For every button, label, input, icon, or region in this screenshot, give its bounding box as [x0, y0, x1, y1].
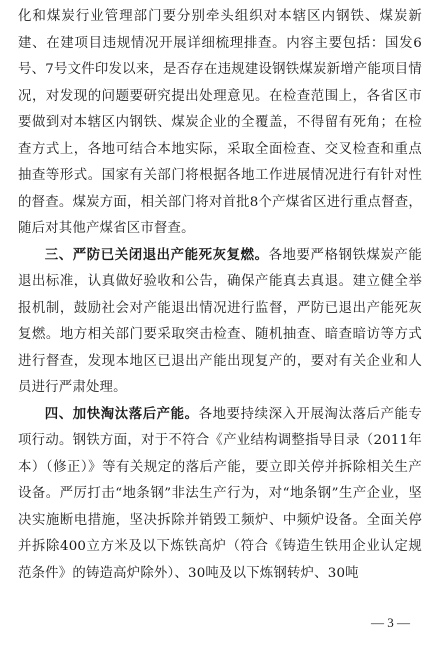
paragraph-text: 各地要持续深入开展淘汰落后产能专项行动。钢铁方面，对于不符合《产业结构调整指导目录（2011年本）（修正）》等有关规定的落后产能，要立即关停并拆除相关生产设备。严厉打击“地条钢”非法生产行为，对“地条钢”生产企业，坚决实施断电措施，坚决拆除并销毁工频炉、中频炉设备。全面关停并拆除400立方米及以下炼铁高炉（符合《铸造生铁用企业认定规范条件》的铸造高炉除外）、30吨及以下炼钢转炉、30吨 [18, 406, 423, 581]
document-page [18, 4, 422, 587]
paragraph-text: 各地要严格钢铁煤炭产能退出标准，认真做好验收和公告，确保产能真去真退。建立健全举报机制，鼓励社会对产能退出情况进行监督，严防已退出产能死灰复燃。地方相关部门要采取突击检查、随机抽查、暗查暗访等方式进行督查，发现本地区已退出产能出现复产的，要对有关企业和人员进行严肃处理。 [18, 247, 423, 395]
paragraph-section-four [18, 402, 422, 588]
section-heading: 三、严防已关闭退出产能死灰复燃。 [44, 247, 269, 263]
paragraph-text: 化和煤炭行业管理部门要分别牵头组织对本辖区内钢铁、煤炭新建、在建项目违规情况开展详细梳理排查。内容主要包括：国发6号、7号文件印发以来，是否存在违规建设钢铁煤炭新增产能项目情况，对发现的问题要研究提出处理意见。在检查范围上，各省区市要做到对本辖区内钢铁、煤炭企业的全覆盖，不得留有死角；在检查方式上，各地可结合本地实际，采取全面检查、交叉检查和重点抽查等形式。国家有关部门将根据各地工作进展情况进行有针对性的督查。煤炭方面，相关部门将对首批8个产煤省区进行重点督查，随后对其他产煤省区市督查。 [18, 9, 422, 236]
section-heading: 四、加快淘汰落后产能。 [44, 406, 199, 422]
paragraph-continued-inspection [18, 4, 422, 243]
page-number: — 3 — [371, 615, 410, 630]
paragraph-section-three [18, 243, 422, 402]
